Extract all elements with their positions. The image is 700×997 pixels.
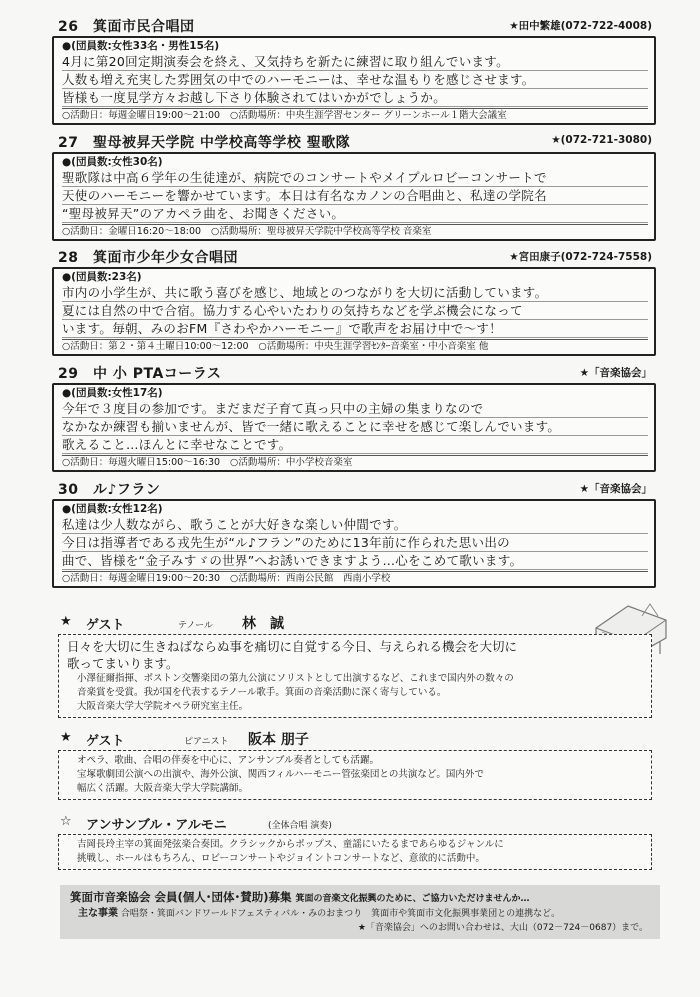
practice-place: ○活動場所：中央生涯学習ｾﾝﾀｰ音楽室・中小音楽室 他 [258, 341, 489, 352]
description-line: 曲で、皆様を“金子みすゞの世界”へお誘いできますよう…心をこめて歌います。 [62, 552, 648, 570]
group-members: ●(団員数:女性12名) [62, 503, 163, 515]
group-contact: ★「音楽協会」 [579, 483, 652, 495]
profile-line: 挑戦し、ホールはもちろん、ロビーコンサートやジョイントコンサートなど、意欲的に活動中。 [77, 853, 485, 864]
description-line: 聖歌隊は中高６学年の生徒達が、病院でのコンサートやメイプルロビーコンサートで [62, 169, 648, 187]
group-title: 26 箕面市民合唱団 [58, 19, 195, 35]
group-contact: ★(072-721-3080) [551, 134, 652, 146]
group-info [62, 224, 648, 239]
description-line: 歌えること…ほんとに幸せなことです。 [62, 436, 648, 454]
footer-events [70, 907, 652, 921]
group-description [62, 169, 648, 223]
group-header [52, 245, 656, 267]
group-header [52, 361, 656, 383]
description-line: 4月に第20回定期演奏会を終え、又気持ちを新たに練習に取り組んでいます。 [62, 53, 648, 71]
group-description [62, 284, 648, 338]
lead-line: 歌ってまいります。 [67, 656, 179, 671]
ensemble-entry [52, 812, 672, 870]
practice-day: ○活動日：毎週火曜日15:00～16:30 [62, 457, 221, 468]
group-title: 30 ル♪フラン [58, 482, 161, 498]
profile-line: 宝塚歌劇団公演への出演や、海外公演、関西フィルハーモニー管弦楽団との共演など。国内外で [77, 769, 484, 780]
profile-line: 大阪音楽大学大学院オペラ研究室主任。 [77, 701, 249, 712]
description-line: 市内の小学生が、共に歌う喜びを感じ、地域とのつながりを大切に活動しています。 [62, 284, 648, 302]
group-info [62, 108, 648, 123]
group-description [62, 53, 648, 107]
group-box [52, 152, 656, 241]
description-line: 皆様も一度見学方々お越し下さり体験されてはいかがでしょうか。 [62, 89, 648, 107]
star-outline-icon: ☆ [60, 814, 72, 829]
group-contact: ★「音楽協会」 [579, 367, 652, 379]
description-line: 今日は指導者である戎先生が“ル♪フラン”のために13年前に作られた思い出の [62, 534, 648, 552]
group-title: 28 箕面市少年少女合唱団 [58, 250, 238, 266]
events-label: 主な事業 [78, 908, 118, 919]
profile-line: 幅広く活躍。大阪音楽大学大学院講師。 [77, 783, 249, 794]
footer-title: 箕面市音楽協会 会員(個人･団体･賛助)募集 箕面の音楽文化振興のために、ご協力いただけませんか… [70, 890, 530, 904]
guest-profile [67, 672, 643, 714]
footer-subtitle: 箕面の音楽文化振興のために、ご協力いただけませんか… [295, 894, 530, 904]
guest-box [58, 750, 652, 800]
membership-footer [60, 885, 660, 939]
description-line: 今年で３度目の参加です。まだまだ子育て真っ只中の主婦の集まりなので [62, 400, 648, 418]
ensemble-name: アンサンブル・アルモニ [86, 818, 227, 833]
star-icon: ★ [60, 730, 72, 745]
description-line: 私達は少人数ながら、歌うことが大好きな楽しい仲間です。 [62, 516, 648, 534]
group-header [52, 130, 656, 152]
group-entry [52, 477, 656, 588]
group-entry [52, 361, 656, 472]
group-box [52, 383, 656, 472]
group-title: 29 中 小 PTAコーラス [58, 366, 222, 382]
guest-box [58, 634, 652, 718]
guest-label: ゲスト [86, 618, 125, 633]
profile-line: 小澤征爾指揮、ボストン交響楽団の第九公演にソリストとして出演するなど、これまで国内外の数々の [77, 673, 514, 684]
practice-day: ○活動日：第２・第４土曜日10:00～12:00 [62, 341, 249, 352]
footer-contact: ★「音楽協会」へのお問い合わせは、大山（072－724－0687）まで。 [357, 923, 648, 933]
group-entry [52, 245, 656, 356]
practice-day: ○活動日：金曜日16:20～18:00 [62, 226, 202, 237]
group-contact: ★宮田康子(072-724-7558) [509, 251, 652, 263]
group-members: ●(団員数:女性33名・男性15名) [62, 40, 220, 52]
guest-label: ゲスト [86, 734, 125, 749]
events-text: 合唱祭・箕面バンドワールドフェスティバル・みのおまつり 箕面市や箕面市文化振興事業団との連携など。 [120, 909, 561, 919]
description-line: 天使のハーモニーを響かせています。本日は有名なカノンの合唱曲と、私達の学院名 [62, 187, 648, 205]
group-header [52, 14, 656, 36]
practice-place: ○活動場所：西南公民館 西南小学校 [230, 573, 391, 584]
ensemble-role: (全体合唱 演奏) [268, 821, 332, 831]
practice-place: ○活動場所：中小学校音楽室 [230, 457, 353, 468]
guest-header [52, 612, 672, 634]
group-info [62, 571, 648, 586]
group-contact: ★田中繁雄(072-722-4008) [509, 20, 652, 32]
guest-lead [67, 638, 643, 672]
description-line: なかなか練習も揃いませんが、皆で一緒に歌えることに幸せを感じて楽しんでいます。 [62, 418, 648, 436]
group-description [62, 400, 648, 454]
group-box [52, 36, 656, 125]
group-members: ●(団員数:女性17名) [62, 387, 163, 399]
practice-day: ○活動日：毎週金曜日19:00～21:00 [62, 110, 221, 121]
group-title: 27 聖母被昇天学院 中学校高等学校 聖歌隊 [58, 135, 351, 151]
description-line: 夏には自然の中で合宿。協力する心やいたわりの気持ちなどを学ぶ機会になって [62, 302, 648, 320]
group-box [52, 499, 656, 588]
ensemble-profile [67, 838, 643, 866]
profile-line: オペラ、歌曲、合唱の伴奏を中心に、アンサンブル奏者としても活躍。 [77, 755, 380, 766]
profile-line: 吉岡長玲主宰の箕面発弦楽合奏団。クラシックからポップス、童謡にいたるまであらゆるジャンルに [77, 839, 504, 850]
description-line: 人数も増え充実した雰囲気の中でのハーモニーは、幸せな温もりを感じさせます。 [62, 71, 648, 89]
guest-entry [52, 728, 672, 800]
group-description [62, 516, 648, 570]
practice-place: ○活動場所：聖母被昇天学院中学校高等学校 音楽室 [211, 226, 432, 237]
description-line: “聖母被昇天”のアカペラ曲を、お聞きください。 [62, 205, 648, 223]
ensemble-box [58, 834, 652, 870]
group-box [52, 267, 656, 356]
guest-role: ピアニスト [184, 737, 229, 747]
group-members: ●(団員数:23名) [62, 271, 142, 283]
guest-profile [67, 754, 643, 796]
guest-role: テノール [178, 621, 213, 631]
ensemble-header [52, 812, 672, 834]
lead-line: 日々を大切に生きねばならぬ事を痛切に自覚する今日、与えられる機会を大切に [67, 639, 518, 654]
guest-entry [52, 612, 672, 718]
group-info [62, 339, 648, 354]
practice-place: ○活動場所：中央生涯学習センター グリーンホール１階大会議室 [230, 110, 507, 121]
group-entry [52, 14, 656, 125]
group-entry [52, 130, 656, 241]
group-header [52, 477, 656, 499]
guest-name: 林 誠 [242, 616, 284, 632]
guest-header [52, 728, 672, 750]
profile-line: 音楽賞を受賞。我が国を代表するテノール歌手。箕面の音楽活動に深く寄与している。 [77, 687, 447, 698]
star-icon: ★ [60, 614, 72, 629]
group-info [62, 455, 648, 470]
guest-name: 阪本 朋子 [248, 732, 309, 748]
group-members: ●(団員数:女性30名) [62, 156, 163, 168]
practice-day: ○活動日：毎週金曜日19:00～20:30 [62, 573, 221, 584]
description-line: います。毎朝、みのおFM『さわやかハーモニー』で歌声をお届け中で～す！ [62, 320, 648, 338]
